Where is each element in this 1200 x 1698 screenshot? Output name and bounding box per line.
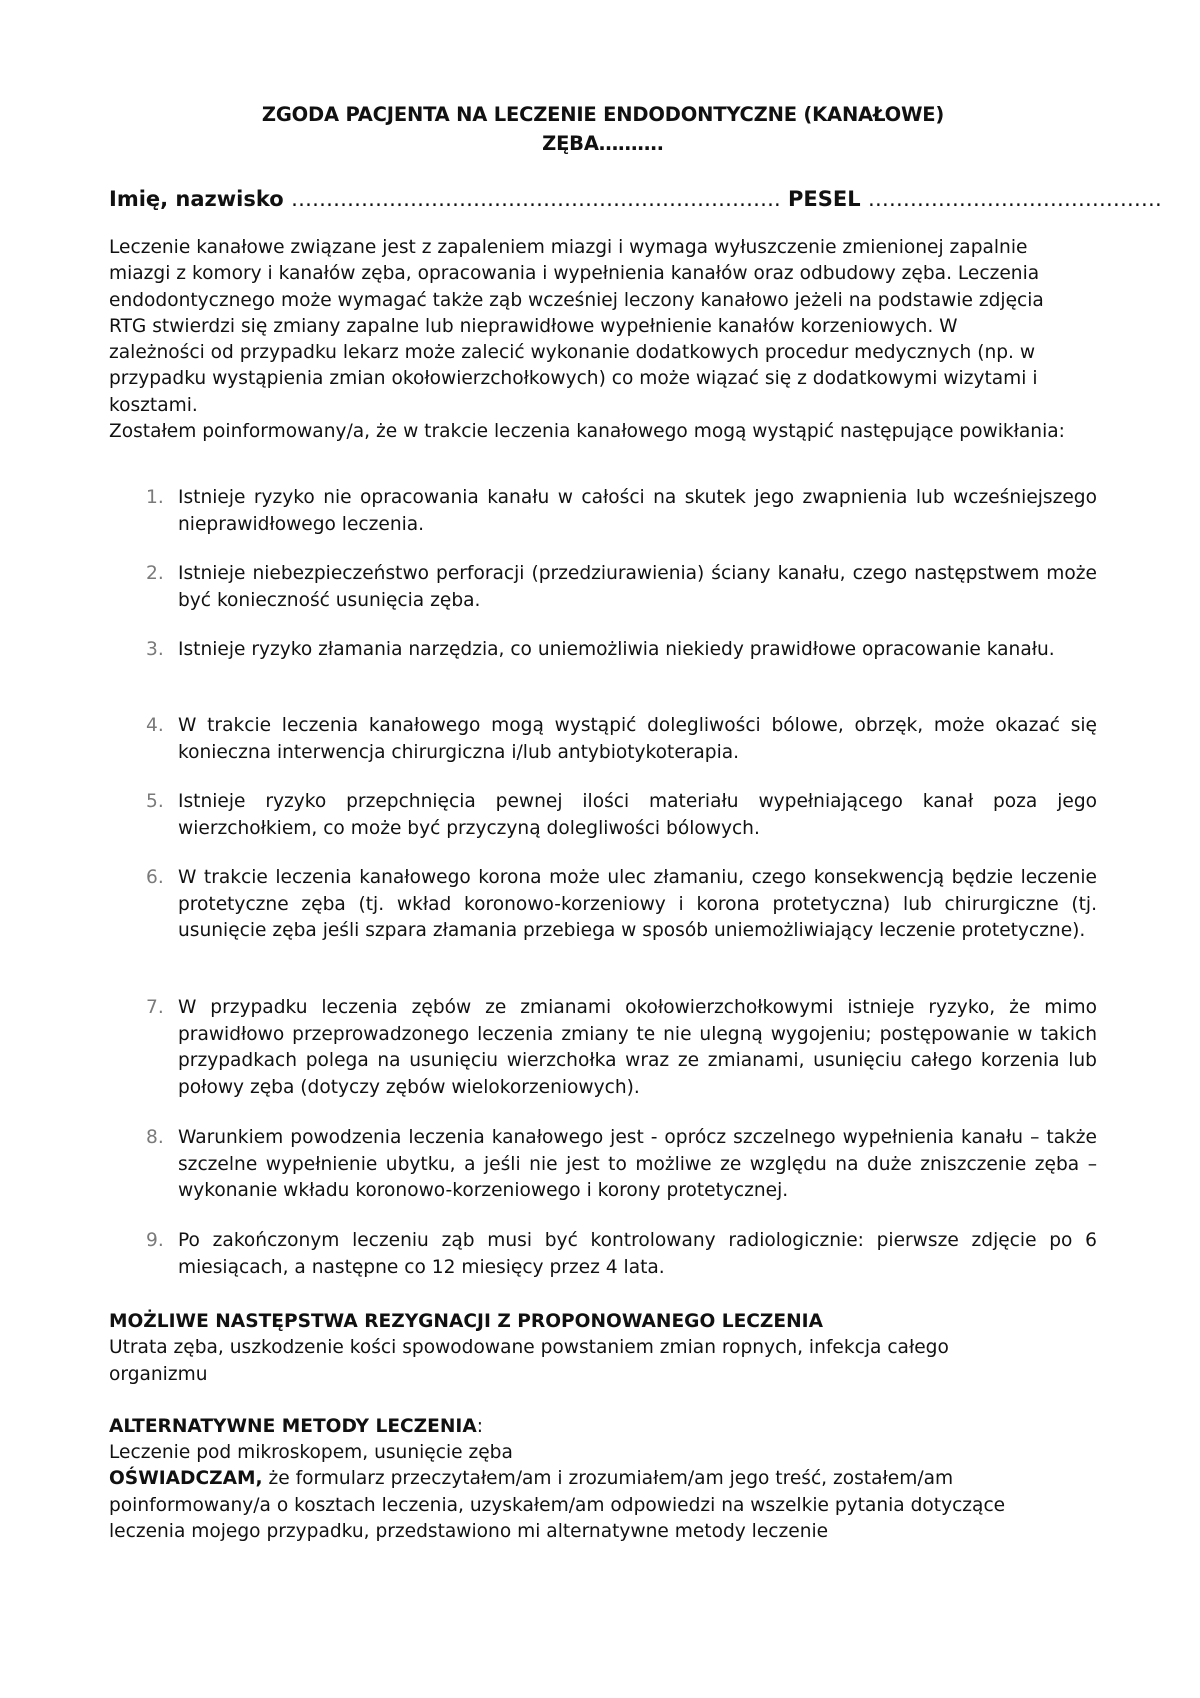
list-text: W przypadku leczenia zębów ze zmianami okołowierzchołkowymi istnieje ryzyko, że mimo prawidłowo przeprowadzonego leczenia zmiany te nie ulegną wygojeniu; postępowanie w takich przypadkach polega na usunięciu wierzchołka wraz ze zmianami, usunięciu całego korzenia lub połowy zęba (dotyczy zębów wielokorzeniowych). (178, 997, 1097, 1098)
consequences-text: Utrata zęba, uszkodzenie kości spowodowane powstaniem zmian ropnych, infekcja całego organizmu (109, 1337, 949, 1385)
declaration (109, 1466, 1049, 1545)
complication-item (146, 637, 1097, 664)
declaration-text: że formularz przeczytałem/am i zrozumiałem/am jego treść, zostałem/am poinformowany/a o kosztach leczenia, uzyskałem/am odpowiedzi na wszelkie pytania dotyczące leczenia mojego przypadku, przedstawiono mi alternatywne metody leczenie (109, 1468, 1006, 1543)
closing-section (109, 1309, 1097, 1545)
complications-intro: Zostałem poinformowany/a, że w trakcie leczenia kanałowego mogą wystąpić następujące powikłania: (109, 421, 1065, 443)
complication-item (146, 1125, 1097, 1205)
list-number: 5. (146, 791, 164, 812)
name-field[interactable]: ……………………………………………………………. (291, 187, 781, 211)
list-number: 6. (146, 867, 164, 888)
list-number: 3. (146, 639, 164, 660)
list-text: Istnieje ryzyko nie opracowania kanału w całości na skutek jego zwapnienia lub wcześniejszego nieprawidłowego leczenia. (178, 487, 1097, 535)
list-number: 4. (146, 715, 164, 736)
complication-item (146, 865, 1097, 945)
complication-item (146, 1228, 1097, 1281)
list-number: 8. (146, 1127, 164, 1148)
list-text: W trakcie leczenia kanałowego mogą wystąpić dolegliwości bólowe, obrzęk, może okazać się konieczna interwencja chirurgiczna i/lub antybiotykoterapia. (178, 715, 1097, 763)
list-text: Istnieje ryzyko złamania narzędzia, co uniemożliwia niekiedy prawidłowe opracowanie kanału. (178, 639, 1055, 660)
consequences-heading: MOŻLIWE NASTĘPSTWA REZYGNACJI Z PROPONOWANEGO LECZENIA (109, 1311, 823, 1332)
complication-item (146, 995, 1097, 1101)
complication-item (146, 561, 1097, 614)
list-number: 9. (146, 1230, 164, 1251)
list-text: Warunkiem powodzenia leczenia kanałowego jest - oprócz szczelnego wypełnienia kanału – także szczelne wypełnienie ubytku, a jeśli nie jest to możliwe ze względu na duże zniszczenie zęba – wykonanie wkładu koronowo-korzeniowego i korony protetycznej. (178, 1127, 1097, 1202)
complication-item (146, 713, 1097, 766)
list-number: 7. (146, 997, 164, 1018)
pesel-label: PESEL (788, 187, 861, 211)
list-text: Po zakończonym leczeniu ząb musi być kontrolowany radiologicznie: pierwsze zdjęcie po 6 miesiącach, a następne co 12 miesięcy przez 4 lata. (178, 1230, 1097, 1278)
complication-item (146, 789, 1097, 842)
complication-item (146, 485, 1097, 538)
pesel-field[interactable]: …………………………………… (867, 187, 1162, 211)
list-text: Istnieje ryzyko przepchnięcia pewnej ilości materiału wypełniającego kanał poza jego wierzchołkiem, co może być przyczyną dolegliwości bólowych. (178, 791, 1097, 839)
alternatives-heading: ALTERNATYWNE METODY LECZENIA (109, 1415, 477, 1437)
list-text: W trakcie leczenia kanałowego korona może ulec złamaniu, czego konsekwencją będzie leczenie protetyczne zęba (tj. wkład koronowo-korzeniowy i korona protetyczna) lub chirurgiczne (tj. usunięcie zęba jeśli szpara złamania przebiega w sposób uniemożliwiający leczenie protetyczne). (178, 867, 1097, 942)
name-label: Imię, nazwisko (109, 187, 284, 211)
spacer (109, 1388, 1097, 1414)
document-title: ZGODA PACJENTA NA LECZENIE ENDODONTYCZNE (KANAŁOWE) (261, 103, 945, 126)
intro-paragraph: Leczenie kanałowe związane jest z zapaleniem miazgi i wymaga wyłuszczenie zmienionej zapalnie miazgi z komory i kanałów zęba, opracowania i wypełnienia kanałów oraz odbudowy zęba. Leczenia endodontycznego może wymagać także ząb wcześniej leczony kanałowo jeżeli na podstawie zdjęcia RTG stwierdzi się zmiany zapalne lub nieprawidłowe wypełnienie kanałów korzeniowych. W zależności od przypadku lekarz może zalecić wykonanie dodatkowych procedur medycznych (np. w przypadku wystąpienia zmian okołowierzchołkowych) co może wiązać się z dodatkowymi wizytami i kosztami. (109, 237, 1044, 416)
declaration-label: OŚWIADCZAM, (109, 1468, 263, 1490)
patient-identity-line (109, 187, 1162, 211)
alternatives-heading-line (109, 1414, 1097, 1440)
alternatives-colon: : (476, 1415, 483, 1437)
document-title-tooth: ZĘBA………. (542, 132, 664, 155)
alternatives-text: Leczenie pod mikroskopem, usunięcie zęba (109, 1442, 513, 1464)
list-text: Istnieje niebezpieczeństwo perforacji (przedziurawienia) ściany kanału, czego następstwem może być konieczność usunięcia zęba. (178, 563, 1097, 611)
list-number: 1. (146, 487, 164, 508)
intro-section (109, 235, 1097, 445)
list-number: 2. (146, 563, 164, 584)
